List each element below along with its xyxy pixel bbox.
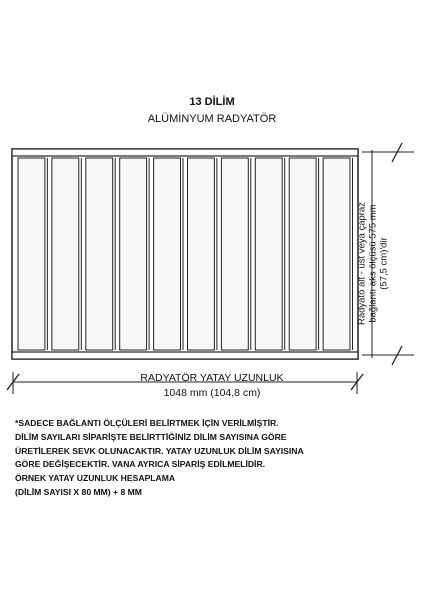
note-line: ÖRNEK YATAY UZUNLUK HESAPLAMA — [15, 473, 176, 484]
radiator-bottom-bar — [12, 352, 358, 359]
notes-block — [15, 417, 315, 500]
radiator-top-bar — [12, 149, 358, 156]
diagram-subtitle: ALÜMİNYUM RADYATÖR — [147, 113, 277, 125]
radiator-slice — [255, 158, 282, 350]
note-line: GÖRE DEĞİŞECEKTİR. VANA AYRICA SİPARİŞ EDİLMELİDİR. — [15, 459, 266, 470]
horizontal-length-value: 1048 mm (104,8 cm) — [163, 387, 261, 399]
radiator-slice — [120, 158, 147, 350]
diagram-title: 13 DİLİM — [189, 96, 235, 108]
radiator-slice — [52, 158, 79, 350]
radiator-slice — [154, 158, 181, 350]
note-line: *SADECE BAĞLANTI ÖLÇÜLERİ BELİRTMEK İÇİN VERİLMİŞTİR. — [15, 418, 279, 428]
radiator-slice — [323, 158, 350, 350]
radiator-slice — [289, 158, 316, 350]
radiator-slice — [18, 158, 45, 350]
note-line: (DİLİM SAYISI X 80 MM) + 8 MM — [15, 486, 142, 497]
radiator-slice — [221, 158, 248, 350]
connection-axis-line-2: bağlantı aks ölçüsü 575 mm — [367, 204, 379, 323]
connection-axis-label — [357, 194, 390, 334]
note-line: ÜRETİLEREK SEVK OLUNACAKTIR. YATAY UZUNLUK DİLİM SAYISINA — [15, 445, 304, 456]
radiator-slice — [86, 158, 113, 350]
horizontal-length-label: RADYATÖR YATAY UZUNLUK — [140, 372, 284, 384]
radiator-slice — [188, 158, 215, 350]
connection-axis-line-1: Radyatö alt - üst veya çapraz — [356, 201, 368, 326]
connection-axis-line-3: (57,5 cm)'dir — [378, 237, 390, 290]
note-line: DİLİM SAYILARI SİPARİŞTE BELİRTTİĞİNİZ DİLİM SAYISINA GÖRE — [15, 431, 287, 442]
